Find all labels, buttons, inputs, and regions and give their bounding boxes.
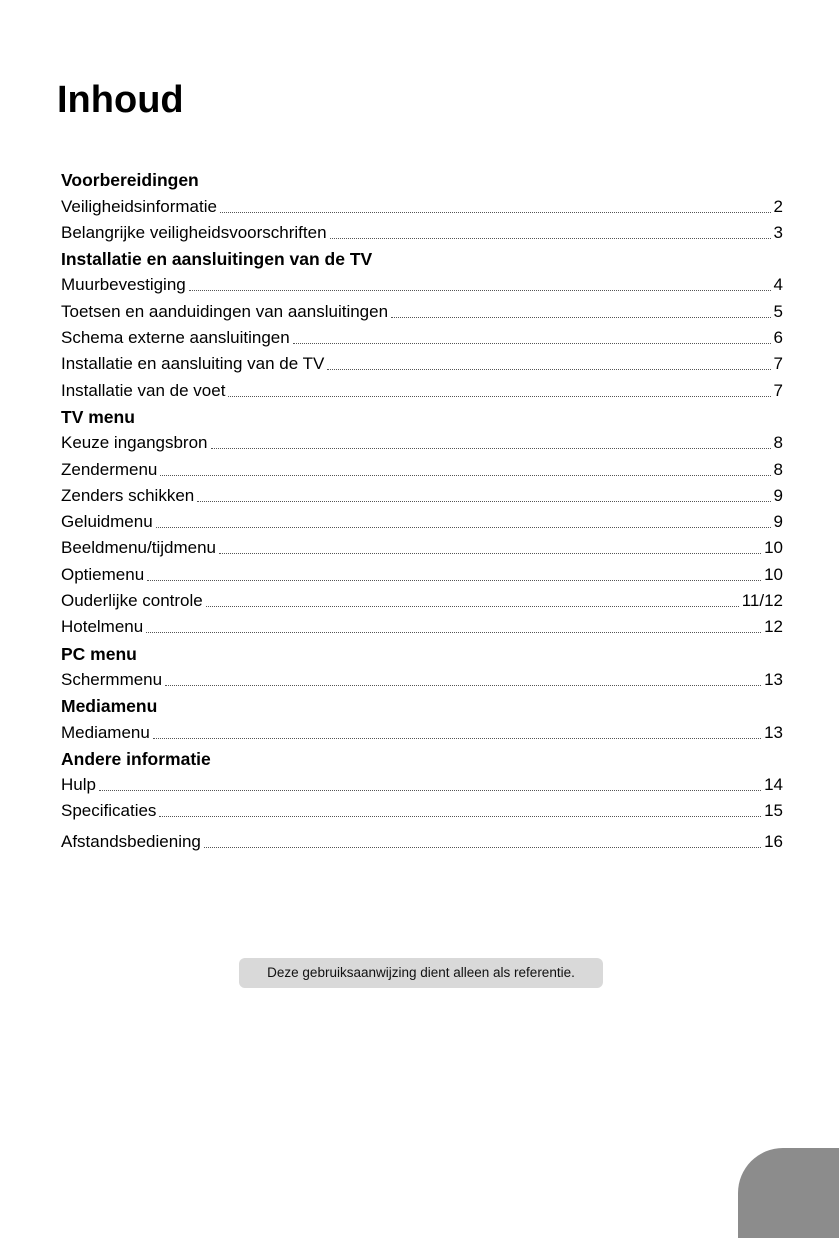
- toc-entry-label: Ouderlijke controle: [61, 591, 203, 611]
- toc-entry[interactable]: [61, 481, 783, 507]
- toc-page-number: 2: [773, 196, 783, 216]
- dot-leader: [293, 343, 771, 344]
- toc-page-number: 9: [773, 512, 783, 532]
- toc-entry[interactable]: [61, 612, 783, 638]
- toc-entry[interactable]: [61, 191, 783, 217]
- toc-section-heading: PC menu: [61, 643, 137, 664]
- toc-page-number: 13: [764, 669, 783, 689]
- toc-entry[interactable]: [61, 796, 783, 822]
- dot-leader: [189, 290, 771, 291]
- toc-entry[interactable]: [61, 770, 783, 796]
- toc-entry[interactable]: [61, 826, 783, 852]
- toc-entry-label: Muurbevestiging: [61, 275, 186, 295]
- toc-entry-label: Toetsen en aanduidingen van aansluitingen: [61, 301, 389, 321]
- toc-entry[interactable]: [61, 559, 783, 585]
- toc-entry-label: Mediamenu: [61, 722, 150, 742]
- toc-entry[interactable]: [61, 270, 783, 296]
- toc-page-number: 4: [773, 275, 783, 295]
- dot-leader: [146, 632, 761, 633]
- dot-leader: [330, 238, 771, 239]
- toc-section-heading: Mediamenu: [61, 696, 158, 717]
- toc-page-number: 12: [764, 617, 783, 637]
- toc-section-heading: Installatie en aansluitingen van de TV: [61, 249, 373, 270]
- toc-entry[interactable]: [61, 349, 783, 375]
- toc-entry-label: Beeldmenu/tijdmenu: [61, 538, 216, 558]
- dot-leader: [220, 212, 771, 213]
- dot-leader: [219, 553, 761, 554]
- toc-page-number: 7: [773, 380, 783, 400]
- toc-section-heading: Andere informatie: [61, 748, 211, 769]
- toc-entry[interactable]: [61, 507, 783, 533]
- toc-page-number: 10: [764, 538, 783, 558]
- toc-page-number: 16: [764, 831, 783, 851]
- dot-leader: [327, 369, 770, 370]
- toc-entry-label: Installatie van de voet: [61, 380, 226, 400]
- toc-page-number: 7: [773, 354, 783, 374]
- toc-entry-label: Installatie en aansluiting van de TV: [61, 354, 325, 374]
- toc-entry-label: Schema externe aansluitingen: [61, 328, 290, 348]
- toc-entry-label: Optiemenu: [61, 564, 145, 584]
- toc-entry-label: Geluidmenu: [61, 512, 153, 532]
- dot-leader: [391, 317, 770, 318]
- toc-page-number: 3: [773, 222, 783, 242]
- table-of-contents: [61, 165, 783, 853]
- toc-entry[interactable]: [61, 454, 783, 480]
- toc-entry-label: Zenders schikken: [61, 485, 195, 505]
- toc-entry[interactable]: [61, 533, 783, 559]
- toc-entry[interactable]: [61, 586, 783, 612]
- toc-page-number: 11/12: [741, 591, 783, 611]
- toc-section-heading: Voorbereidingen: [61, 170, 199, 191]
- toc-page-number: 8: [773, 433, 783, 453]
- toc-page-number: 5: [773, 301, 783, 321]
- toc-entry-label: Hulp: [61, 775, 96, 795]
- toc-entry[interactable]: [61, 218, 783, 244]
- dot-leader: [228, 396, 770, 397]
- toc-entry[interactable]: [61, 323, 783, 349]
- toc-section-heading: TV menu: [61, 406, 135, 427]
- toc-page-number: 14: [764, 775, 783, 795]
- toc-page-number: 13: [764, 722, 783, 742]
- toc-entry[interactable]: [61, 375, 783, 401]
- dot-leader: [153, 738, 761, 739]
- dot-leader: [99, 790, 761, 791]
- toc-page-number: 8: [773, 459, 783, 479]
- reference-note: Deze gebruiksaanwijzing dient alleen als referentie.: [239, 958, 603, 988]
- toc-entry-label: Schermmenu: [61, 669, 163, 689]
- toc-entry-label: Keuze ingangsbron: [61, 433, 208, 453]
- toc-entry[interactable]: [61, 296, 783, 322]
- toc-page-number: 6: [773, 328, 783, 348]
- toc-entry-label: Specificaties: [61, 801, 157, 821]
- dot-leader: [159, 816, 761, 817]
- toc-entry-label: Zendermenu: [61, 459, 158, 479]
- toc-entry[interactable]: [61, 428, 783, 454]
- dot-leader: [160, 475, 770, 476]
- toc-entry-label: Veiligheidsinformatie: [61, 196, 217, 216]
- dot-leader: [206, 606, 739, 607]
- page-corner-tab: [738, 1148, 839, 1238]
- page-title: Inhoud: [57, 79, 184, 121]
- toc-entry-label: Belangrijke veiligheidsvoorschriften: [61, 222, 327, 242]
- dot-leader: [156, 527, 771, 528]
- toc-entry-label: Afstandsbediening: [61, 831, 201, 851]
- toc-page-number: 9: [773, 485, 783, 505]
- toc-entry[interactable]: [61, 717, 783, 743]
- dot-leader: [165, 685, 761, 686]
- toc-entry-label: Hotelmenu: [61, 617, 144, 637]
- toc-page-number: 15: [764, 801, 783, 821]
- dot-leader: [204, 847, 761, 848]
- toc-entry[interactable]: [61, 665, 783, 691]
- toc-page-number: 10: [764, 564, 783, 584]
- dot-leader: [211, 448, 771, 449]
- dot-leader: [147, 580, 761, 581]
- dot-leader: [197, 501, 770, 502]
